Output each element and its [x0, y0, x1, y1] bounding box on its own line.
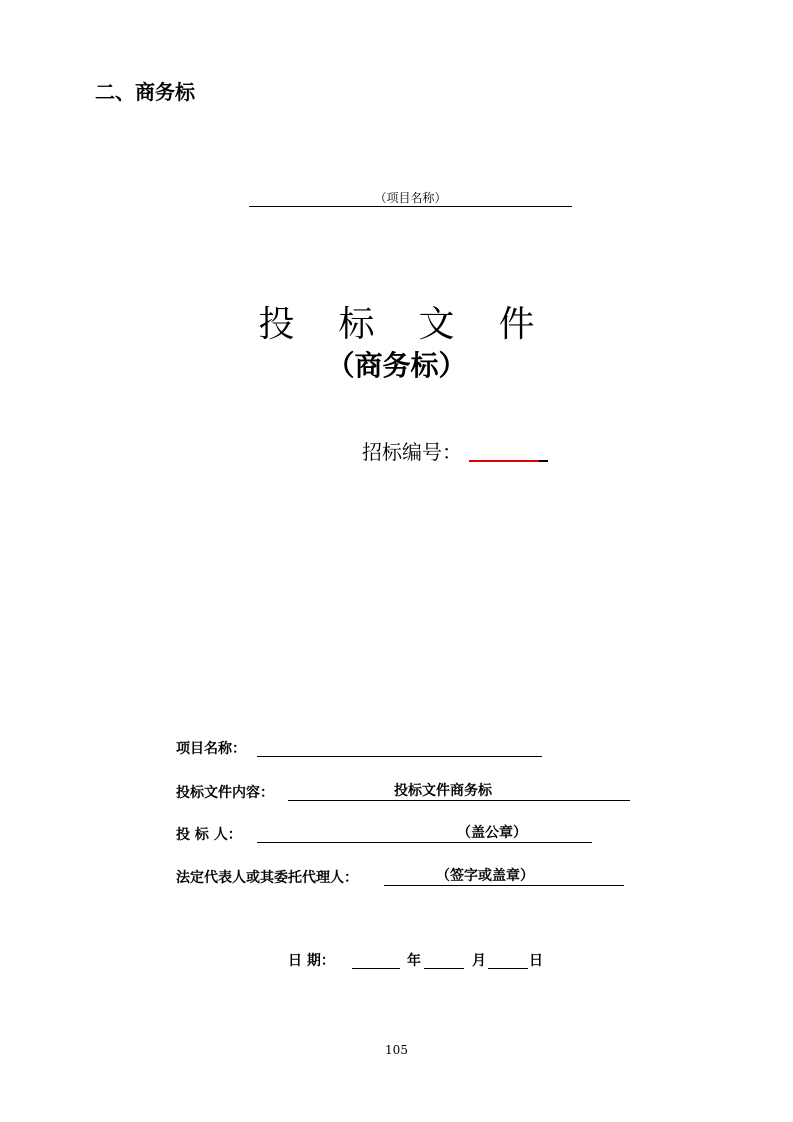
- project-name-field[interactable]: [257, 738, 542, 757]
- bidder-seal-hint: （盖公章）: [457, 825, 527, 841]
- project-name-label: 项目名称：: [176, 741, 246, 757]
- date-year-label: 年: [407, 953, 421, 969]
- date-day-label: 日: [529, 953, 543, 969]
- page-number: 105: [385, 1043, 408, 1057]
- date-month-field[interactable]: [424, 950, 464, 969]
- section-heading: 二、商务标: [95, 80, 195, 104]
- date-day-field[interactable]: [488, 950, 528, 969]
- bidder-label: 投 标 人：: [176, 827, 242, 843]
- bidder-field[interactable]: [257, 824, 592, 843]
- project-name-hint: （项目名称）: [374, 191, 447, 205]
- content-label: 投标文件内容：: [176, 785, 274, 801]
- date-month-label: 月: [472, 953, 486, 969]
- representative-label: 法定代表人或其委托代理人：: [176, 870, 358, 886]
- representative-field[interactable]: [384, 867, 624, 886]
- date-year-field[interactable]: [352, 950, 400, 969]
- content-field[interactable]: [288, 782, 630, 801]
- bid-number-field-end: [539, 460, 548, 462]
- document-subtitle: （商务标）: [326, 349, 467, 382]
- content-value: 投标文件商务标: [394, 783, 492, 799]
- bid-number-field[interactable]: [469, 460, 539, 462]
- bid-number-label: 招标编号：: [362, 440, 462, 464]
- date-label: 日 期：: [288, 953, 335, 969]
- project-name-line: [249, 190, 572, 207]
- document-title: 投标文件: [258, 304, 579, 345]
- representative-sign-hint: （签字或盖章）: [436, 868, 534, 884]
